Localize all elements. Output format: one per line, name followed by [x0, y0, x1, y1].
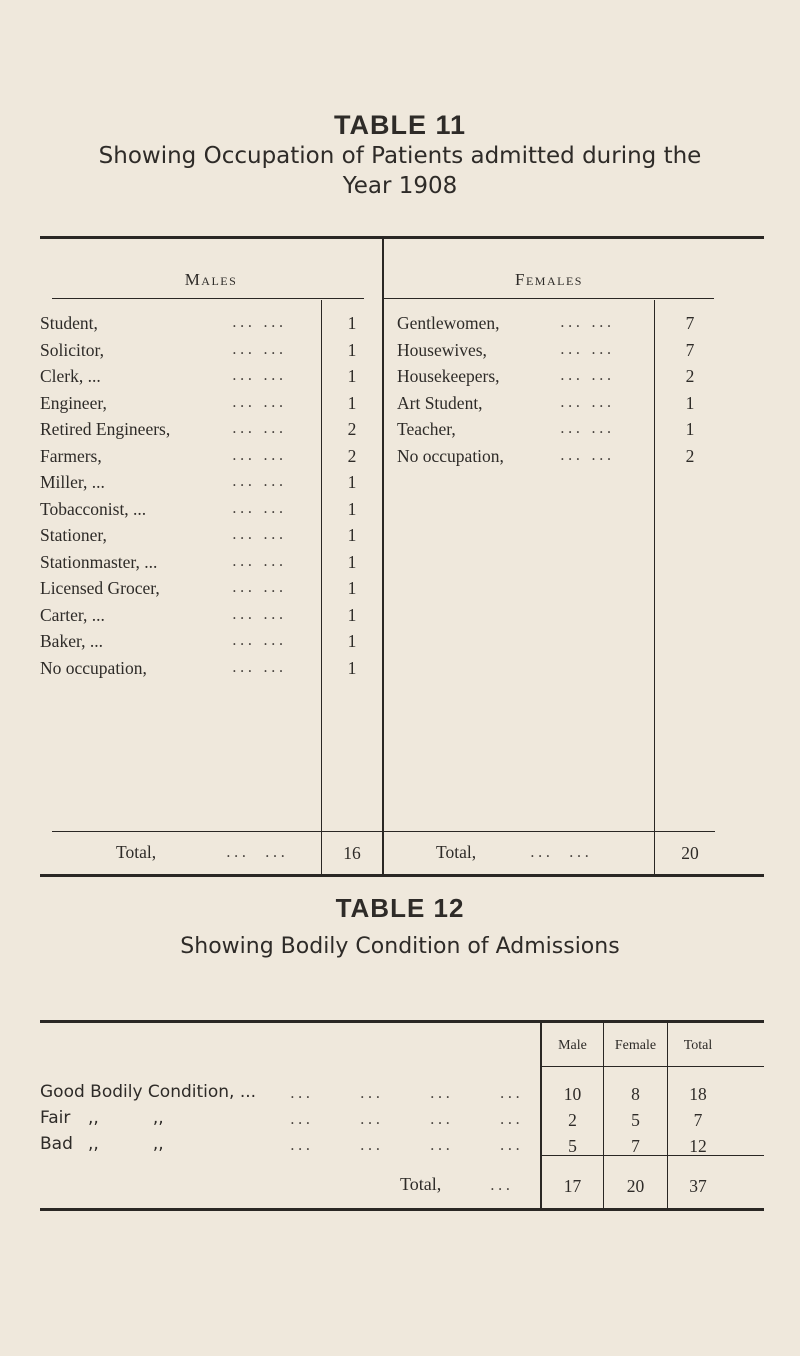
occupation-label: Engineer, — [40, 392, 107, 413]
table11-bottom-rule — [40, 874, 764, 877]
occupation-label: Baker, ... — [40, 631, 103, 651]
table12-total-total: 37 — [689, 1176, 707, 1196]
table11-females-value-total-rule — [655, 831, 715, 832]
occupation-count: 1 — [347, 339, 357, 360]
table12-top-rule — [40, 1020, 764, 1023]
dot-leader: ... — [490, 1176, 514, 1194]
occupation-label: Retired Engineers, — [40, 419, 171, 439]
table12-header-underline — [542, 1066, 764, 1067]
dot-leader: ... ... — [232, 445, 287, 464]
dot-leader: ... ... — [232, 631, 287, 649]
table11-subtitle-line2: Year 1908 — [342, 173, 458, 199]
table12-col-male: Male — [558, 1038, 587, 1053]
table11-females-total-rule — [384, 831, 654, 832]
occupation-count: 1 — [347, 498, 357, 519]
occupation-label: Student, — [40, 313, 98, 333]
table11-title: TABLE 11 — [333, 110, 467, 140]
occupation-label: Teacher, — [397, 419, 456, 439]
condition-female-count: 7 — [631, 1136, 640, 1156]
table12-total-male: 17 — [563, 1176, 582, 1196]
condition-total-count: 12 — [689, 1136, 707, 1156]
dot-leader: ... ... — [560, 445, 615, 464]
occupation-count: 1 — [347, 578, 357, 598]
table11-females-total-label: Total, — [436, 842, 477, 862]
table11-center-divider — [382, 239, 384, 875]
occupation-label: Licensed Grocer, — [40, 578, 160, 598]
ditto-marks: ,, ,, — [88, 1134, 164, 1154]
table11-males-value-total-rule — [322, 831, 382, 832]
dot-leader: ... ... — [226, 843, 289, 861]
occupation-label: Carter, ... — [40, 604, 105, 625]
occupation-count: 1 — [347, 392, 357, 413]
occupation-count: 1 — [685, 419, 695, 439]
occupation-count: 1 — [347, 313, 357, 333]
condition-male-count: 5 — [568, 1136, 577, 1156]
table11-males-header-underline — [52, 298, 364, 299]
occupation-count: 2 — [347, 419, 357, 439]
occupation-count: 1 — [685, 392, 695, 413]
dot-leader: ... ... — [232, 419, 287, 437]
dot-leader: ... ... — [232, 339, 287, 358]
occupation-label: Farmers, — [40, 445, 102, 466]
dot-leader: ... ... — [232, 657, 287, 676]
table11-males-header: Males — [184, 270, 238, 289]
occupation-label: Stationer, — [40, 525, 107, 545]
dot-leader: ... ... ... ... — [290, 1084, 524, 1102]
condition-male-count: 10 — [563, 1084, 582, 1104]
table11-females-total: 20 — [681, 843, 699, 863]
condition-female-count: 8 — [631, 1084, 640, 1104]
table12-title: TABLE 12 — [335, 893, 465, 923]
occupation-label: Art Student, — [397, 392, 483, 413]
condition-female-count: 5 — [631, 1110, 640, 1130]
dot-leader: ... ... — [560, 392, 615, 411]
dot-leader: ... ... — [232, 472, 287, 490]
occupation-count: 2 — [685, 366, 695, 386]
occupation-count: 1 — [347, 631, 357, 651]
dot-leader: ... ... ... ... — [290, 1110, 524, 1128]
table12-total-female: 20 — [626, 1176, 645, 1196]
table12-total-label: Total, — [400, 1174, 442, 1194]
table11-males-total-rule — [52, 831, 322, 832]
dot-leader: ... ... — [560, 419, 615, 437]
occupation-label: Housewives, — [397, 339, 487, 360]
ditto-marks: ,, ,, — [88, 1108, 164, 1128]
dot-leader: ... ... — [560, 313, 615, 331]
occupation-count: 7 — [685, 339, 695, 360]
condition-label: Fair — [40, 1108, 71, 1128]
occupation-label: Tobacconist, ... — [40, 498, 147, 519]
dot-leader: ... ... — [232, 604, 287, 623]
condition-label: Good Bodily Condition, ... — [40, 1082, 257, 1102]
table12-bottom-rule — [40, 1208, 764, 1211]
occupation-count: 1 — [347, 366, 357, 386]
table11-females-header: Females — [515, 270, 583, 289]
occupation-label: No occupation, — [40, 657, 147, 678]
occupation-count: 1 — [347, 604, 357, 625]
occupation-label: Clerk, ... — [40, 366, 101, 386]
occupation-count: 1 — [347, 472, 357, 492]
condition-label: Bad — [40, 1134, 73, 1154]
dot-leader: ... ... — [232, 366, 287, 384]
dot-leader: ... ... — [232, 551, 287, 570]
table11-males-total: 16 — [343, 843, 361, 863]
dot-leader: ... ... — [560, 366, 615, 384]
occupation-label: Solicitor, — [40, 339, 104, 360]
occupation-label: No occupation, — [397, 445, 504, 466]
occupation-count: 7 — [685, 313, 695, 333]
condition-total-count: 18 — [689, 1084, 707, 1104]
occupation-count: 1 — [347, 551, 357, 572]
dot-leader: ... ... — [530, 843, 593, 861]
occupation-label: Housekeepers, — [397, 366, 500, 386]
condition-male-count: 2 — [568, 1110, 577, 1130]
table12-col-total: Total — [683, 1038, 713, 1053]
table12-subtitle: Showing Bodily Condition of Admissions — [180, 934, 620, 959]
dot-leader: ... ... ... ... — [290, 1136, 524, 1154]
table11-subtitle-line1: Showing Occupation of Patients admitted during the — [98, 143, 702, 169]
table11-females-header-underline — [384, 298, 714, 299]
dot-leader: ... ... — [232, 578, 287, 596]
dot-leader: ... ... — [560, 339, 615, 358]
table11-top-rule — [40, 236, 764, 239]
dot-leader: ... ... — [232, 525, 287, 543]
dot-leader: ... ... — [232, 392, 287, 411]
occupation-count: 1 — [347, 525, 357, 545]
dot-leader: ... ... — [232, 313, 287, 331]
occupation-count: 2 — [685, 445, 695, 466]
occupation-label: Gentlewomen, — [397, 313, 500, 333]
occupation-label: Stationmaster, ... — [40, 551, 158, 572]
condition-total-count: 7 — [693, 1110, 703, 1130]
occupation-count: 1 — [347, 657, 357, 678]
table11-males-total-label: Total, — [116, 842, 157, 862]
occupation-count: 2 — [347, 445, 357, 466]
table12-col-female: Female — [614, 1038, 657, 1053]
dot-leader: ... ... — [232, 498, 287, 517]
occupation-label: Miller, ... — [40, 472, 105, 492]
